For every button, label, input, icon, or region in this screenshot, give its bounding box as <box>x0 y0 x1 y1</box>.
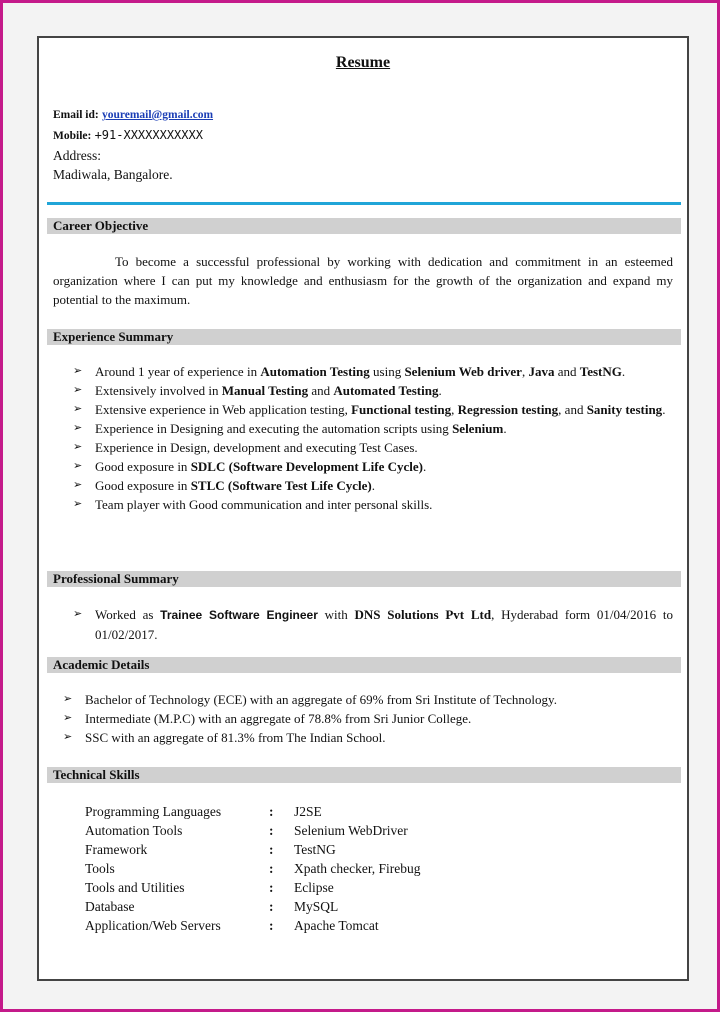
section-professional-summary: Professional Summary <box>47 571 681 587</box>
table-row <box>85 823 421 842</box>
list-item: ➢ Experience in Design, development and executing Test Cases. <box>73 440 418 455</box>
address-value: Madiwala, Bangalore. <box>53 167 173 182</box>
skill-value: TestNG <box>294 842 336 857</box>
list-item: ➢ Around 1 year of experience in Automation Testing using Selenium Web driver, Java and TestNG. <box>73 364 626 379</box>
bullet-arrow-icon: ➢ <box>63 693 73 705</box>
bullet-arrow-icon: ➢ <box>73 403 83 415</box>
skill-label: Tools <box>85 861 115 876</box>
list-item: ➢ SSC with an aggregate of 81.3% from The Indian School. <box>63 730 386 745</box>
bullet-arrow-icon: ➢ <box>63 731 73 743</box>
bullet-arrow-icon: ➢ <box>73 498 83 510</box>
list-item: ➢ Extensive experience in Web application testing, Functional testing, Regression testing, and Sanity testing. <box>73 402 666 417</box>
skill-label: Database <box>85 899 135 914</box>
table-row <box>85 899 421 918</box>
mobile-value: +91-XXXXXXXXXXX <box>94 128 203 142</box>
bullet-arrow-icon: ➢ <box>73 365 83 377</box>
mobile-line <box>53 125 213 146</box>
skill-separator: : <box>269 899 274 914</box>
skill-label: Application/Web Servers <box>85 918 221 933</box>
email-label: Email id: <box>53 109 99 121</box>
list-item: ➢ Bachelor of Technology (ECE) with an aggregate of 69% from Sri Institute of Technology. <box>63 692 557 707</box>
skill-value: J2SE <box>294 804 322 819</box>
table-row <box>85 880 421 899</box>
bullet-arrow-icon: ➢ <box>73 384 83 396</box>
skill-separator: : <box>269 804 274 819</box>
bullet-arrow-icon: ➢ <box>73 460 83 472</box>
skill-value: MySQL <box>294 899 339 914</box>
skill-value: Eclipse <box>294 880 334 895</box>
academic-list <box>63 690 673 747</box>
skill-label: Framework <box>85 842 148 857</box>
skill-value: Apache Tomcat <box>294 918 379 933</box>
list-item: ➢ Experience in Designing and executing the automation scripts using Selenium. <box>73 421 507 436</box>
skill-separator: : <box>269 918 274 933</box>
list-item: ➢ Intermediate (M.P.C) with an aggregate of 78.8% from Sri Junior College. <box>63 711 472 726</box>
table-row <box>85 861 421 880</box>
skill-value: Xpath checker, Firebug <box>294 861 421 876</box>
header-divider <box>47 202 681 205</box>
skill-separator: : <box>269 842 274 857</box>
skill-separator: : <box>269 880 274 895</box>
email-line <box>53 104 213 125</box>
skill-separator: : <box>269 861 274 876</box>
list-item: ➢ Team player with Good communication and inter personal skills. <box>73 497 433 512</box>
resume-title: Resume <box>335 54 391 71</box>
bullet-arrow-icon: ➢ <box>73 441 83 453</box>
bullet-arrow-icon: ➢ <box>63 712 73 724</box>
table-row <box>85 842 421 861</box>
list-item: ➢ Good exposure in SDLC (Software Development Life Cycle). <box>73 459 427 474</box>
skill-separator: : <box>269 823 274 838</box>
section-academic-details: Academic Details <box>47 657 681 673</box>
mobile-label: Mobile: <box>53 130 92 142</box>
email-link[interactable]: youremail@gmail.com <box>101 109 214 121</box>
section-experience-summary: Experience Summary <box>47 329 681 345</box>
list-item: ➢ Extensively involved in Manual Testing and Automated Testing. <box>73 383 442 398</box>
table-row <box>85 804 421 823</box>
career-objective-text: To become a successful professional by working with dedication and commitment in an esteemed organization where I can put my knowledge and enthusiasm for the growth of the organization and expand my potential to the maximum. <box>53 254 673 307</box>
address-label: Address: <box>53 148 101 163</box>
experience-list <box>73 362 673 514</box>
list-item: ➢ Good exposure in STLC (Software Test Life Cycle). <box>73 478 375 493</box>
bullet-arrow-icon: ➢ <box>73 422 83 434</box>
table-row <box>85 918 421 937</box>
skill-value: Selenium WebDriver <box>294 823 408 838</box>
skill-label: Tools and Utilities <box>85 880 185 895</box>
list-item: ➢ Worked as Trainee Software Engineer with DNS Solutions Pvt Ltd, Hyderabad form 01/04/2016 to 01/02/2017. <box>73 607 674 642</box>
resume-page <box>37 36 689 981</box>
professional-list <box>73 605 673 644</box>
skill-label: Programming Languages <box>85 804 222 819</box>
skills-table <box>85 804 421 937</box>
section-career-objective: Career Objective <box>47 218 681 234</box>
section-technical-skills: Technical Skills <box>47 767 681 783</box>
contact-block <box>53 104 213 184</box>
bullet-arrow-icon: ➢ <box>73 479 83 491</box>
skill-label: Automation Tools <box>85 823 183 838</box>
bullet-arrow-icon: ➢ <box>73 608 83 620</box>
